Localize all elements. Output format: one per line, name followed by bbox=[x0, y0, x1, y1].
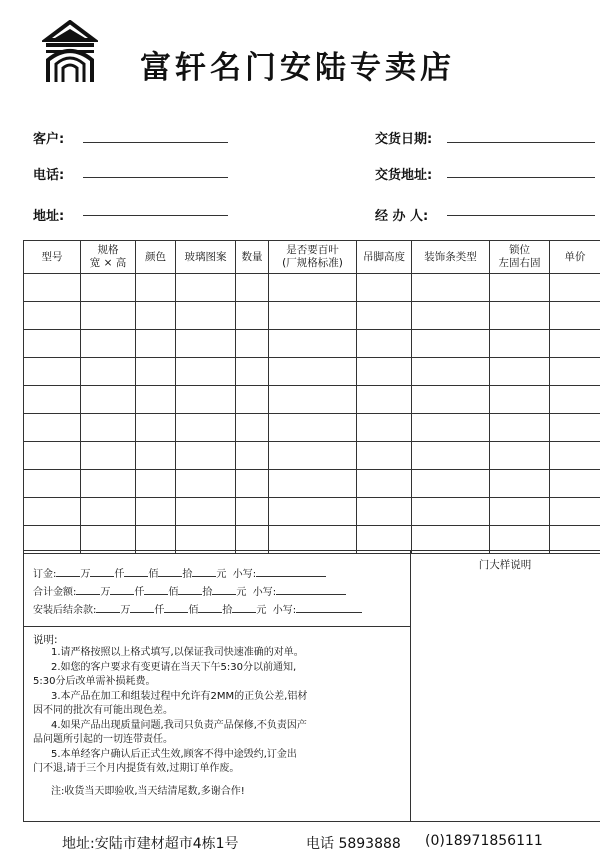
table-row bbox=[24, 414, 600, 442]
order-table bbox=[23, 240, 600, 554]
deposit-qian-field[interactable] bbox=[90, 566, 114, 577]
col-header-unit-price: 单价 bbox=[550, 241, 600, 274]
total-shi-field[interactable] bbox=[178, 584, 202, 595]
customer-label: 客户: bbox=[33, 132, 65, 147]
balance-qian-field[interactable] bbox=[130, 602, 154, 613]
note-line: 5.本单经客户确认后正式生效,顾客不得中途毁约,订金出 bbox=[51, 748, 297, 760]
footer-mobile: (0)18971856111 bbox=[425, 833, 543, 849]
phone-label: 电话: bbox=[33, 168, 65, 183]
note-line: 5:30分后改单需补损耗费。 bbox=[33, 676, 156, 687]
handler-field[interactable] bbox=[447, 215, 595, 216]
col-header-size: 规格 宽 × 高 bbox=[81, 241, 136, 274]
note-line: 4.如果产品出现质量问题,我司只负责产品保修,不负责因产 bbox=[51, 719, 307, 731]
note-line: 因不同的批次有可能出现色差。 bbox=[33, 705, 173, 716]
balance-yuan-field[interactable] bbox=[232, 602, 256, 613]
table-row bbox=[24, 330, 600, 358]
deposit-bai-field[interactable] bbox=[124, 566, 148, 577]
deposit-uppercase-field[interactable] bbox=[256, 566, 326, 577]
note-line: 门不退,请于三个月内提货有效,过期订单作废。 bbox=[33, 763, 240, 774]
total-uppercase-field[interactable] bbox=[276, 584, 346, 595]
notes-list bbox=[33, 646, 408, 799]
store-name: 富轩名门安陆专卖店 bbox=[140, 50, 455, 86]
balance-label: 安装后结余款: bbox=[33, 605, 97, 616]
table-row bbox=[24, 386, 600, 414]
note-line: 2.如您的客户要求有变更请在当天下午5:30分以前通知, bbox=[51, 661, 297, 673]
balance-shi-field[interactable] bbox=[198, 602, 222, 613]
col-header-glass-pattern: 玻璃图案 bbox=[176, 241, 236, 274]
balance-bai-field[interactable] bbox=[164, 602, 188, 613]
deposit-line: 订金: 万 仟 佰 拾 元 小写: bbox=[33, 565, 326, 580]
col-header-color: 颜色 bbox=[136, 241, 176, 274]
table-row bbox=[24, 470, 600, 498]
table-row bbox=[24, 358, 600, 386]
col-header-louver: 是否要百叶 (厂规格标准) bbox=[269, 241, 357, 274]
table-row bbox=[24, 442, 600, 470]
deposit-uppercase-label: 小写: bbox=[232, 569, 257, 580]
door-sketch-label: 门大样说明 bbox=[478, 559, 532, 571]
address-label: 地址: bbox=[33, 209, 65, 224]
total-label: 合计金额: bbox=[33, 587, 77, 598]
balance-uppercase-field[interactable] bbox=[296, 602, 362, 613]
customer-field[interactable] bbox=[83, 142, 228, 143]
delivery-address-field[interactable] bbox=[447, 177, 595, 178]
balance-uppercase-label: 小写: bbox=[272, 605, 297, 616]
total-qian-field[interactable] bbox=[110, 584, 134, 595]
delivery-date-label: 交货日期: bbox=[375, 132, 433, 147]
col-header-lock-position: 锁位 左固右固 bbox=[490, 241, 550, 274]
footer-phone: 电话 5893888 bbox=[306, 836, 401, 852]
table-row bbox=[24, 498, 600, 526]
note-line: 注:收货当天即验收,当天结清尾数,多谢合作! bbox=[51, 785, 245, 797]
col-header-trim-type: 装饰条类型 bbox=[412, 241, 490, 274]
door-sketch-box[interactable] bbox=[410, 550, 600, 822]
col-header-model: 型号 bbox=[24, 241, 81, 274]
phone-field[interactable] bbox=[83, 177, 228, 178]
footer-address: 地址:安陆市建材超市4栋1号 bbox=[62, 836, 239, 852]
store-logo-icon bbox=[42, 20, 98, 84]
handler-label: 经 办 人: bbox=[375, 209, 429, 224]
col-header-foot-height: 吊脚高度 bbox=[357, 241, 412, 274]
total-wan-field[interactable] bbox=[76, 584, 100, 595]
deposit-yuan-field[interactable] bbox=[192, 566, 216, 577]
total-line: 合计金额: 万 仟 佰 拾 元 小写: bbox=[33, 583, 346, 598]
table-header-row bbox=[24, 241, 600, 274]
table-row bbox=[24, 302, 600, 330]
col-header-quantity: 数量 bbox=[236, 241, 269, 274]
note-line: 1.请严格按照以上格式填写,以保证我司快速准确的对单。 bbox=[51, 647, 304, 658]
balance-wan-field[interactable] bbox=[96, 602, 120, 613]
table-row bbox=[24, 274, 600, 302]
notes-title: 说明: bbox=[33, 634, 58, 646]
note-line: 3.本产品在加工和组装过程中允许有2MM的正负公差,铝材 bbox=[51, 690, 308, 702]
total-uppercase-label: 小写: bbox=[252, 587, 277, 598]
total-bai-field[interactable] bbox=[144, 584, 168, 595]
delivery-address-label: 交货地址: bbox=[375, 168, 433, 183]
deposit-label: 订金: bbox=[33, 569, 57, 580]
total-yuan-field[interactable] bbox=[212, 584, 236, 595]
deposit-wan-field[interactable] bbox=[56, 566, 80, 577]
delivery-date-field[interactable] bbox=[447, 142, 595, 143]
note-line: 品问题所引起的一切连带责任。 bbox=[33, 734, 173, 745]
balance-line: 安装后结余款: 万 仟 佰 拾 元 小写: bbox=[33, 601, 362, 616]
address-field[interactable] bbox=[83, 215, 228, 216]
deposit-shi-field[interactable] bbox=[158, 566, 182, 577]
